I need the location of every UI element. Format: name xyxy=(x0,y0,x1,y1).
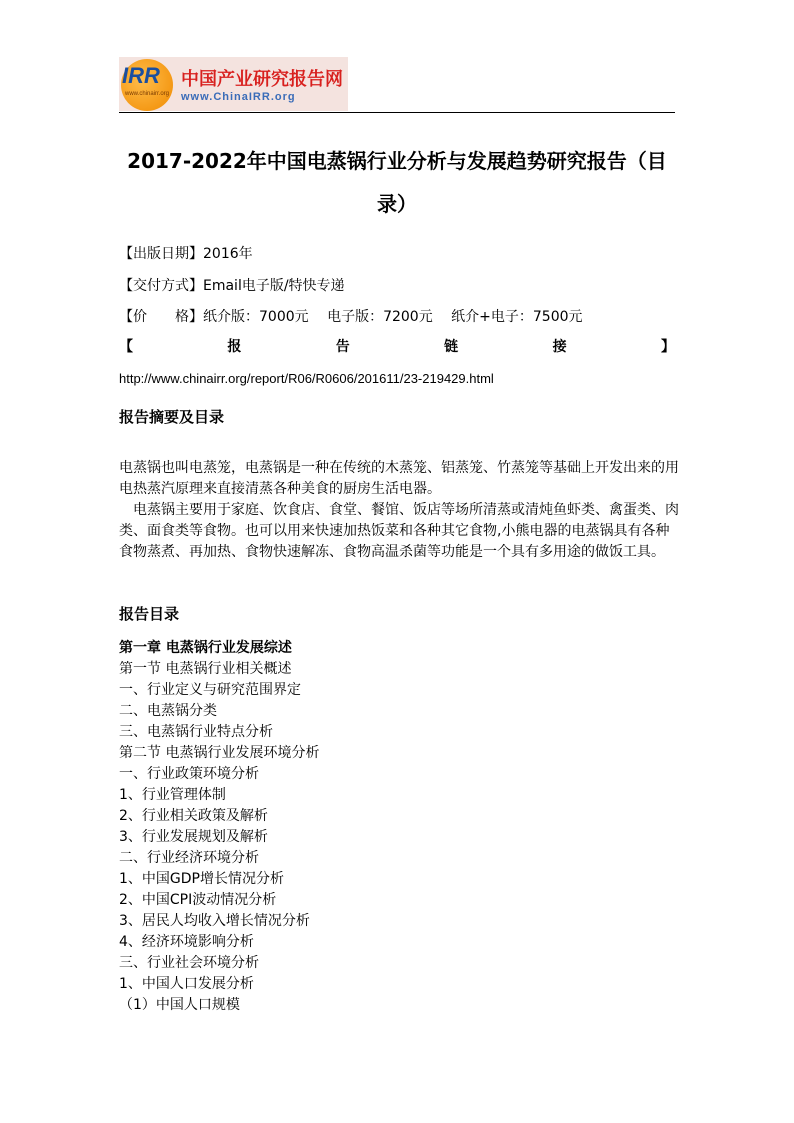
toc-item: 二、行业经济环境分析 xyxy=(119,850,259,866)
logo-site-name: 中国产业研究报告网 xyxy=(181,69,343,90)
logo-url: www.ChinaIRR.org xyxy=(181,91,296,103)
publish-date: 【出版日期】2016年 xyxy=(119,246,253,262)
summary-paragraph: 电蒸锅也叫电蒸笼，电蒸锅是一种在传统的木蒸笼、铝蒸笼、竹蒸笼等基础上开发出来的用电热蒸汽原理来直接清蒸各种美食的厨房生活电器。 xyxy=(119,460,679,497)
summary-paragraph: 电蒸锅主要用于家庭、饮食店、食堂、餐馆、饭店等场所清蒸或清炖鱼虾类、禽蛋类、肉类、面食类等食物。也可以用来快速加热饭菜和各种其它食物,小熊电器的电蒸锅具有各种食物蒸煮、再加热、食物快速解冻、食物高温杀菌等功能是一个具有多用途的做饭工具。 xyxy=(119,502,679,560)
toc-item: 一、行业政策环境分析 xyxy=(119,766,259,782)
link-label-char: 接 xyxy=(552,339,567,355)
document-title: 2017-2022年中国电蒸锅行业分析与发展趋势研究报告（目录） xyxy=(127,149,667,216)
toc-item: 三、电蒸锅行业特点分析 xyxy=(119,724,273,740)
link-label-char: 】 xyxy=(660,339,675,355)
toc-chapter: 第一章 电蒸锅行业发展综述 xyxy=(119,640,292,656)
link-label-char: 【 xyxy=(119,339,133,355)
toc-item: 3、居民人均收入增长情况分析 xyxy=(119,913,310,929)
toc-item: 2、行业相关政策及解析 xyxy=(119,808,268,824)
toc-item: 1、行业管理体制 xyxy=(119,787,226,803)
toc-item: 一、行业定义与研究范围界定 xyxy=(119,682,301,698)
logo-sub: www.chinairr.org xyxy=(125,91,170,97)
site-logo xyxy=(119,57,348,111)
toc-item: （1）中国人口规模 xyxy=(119,997,240,1013)
report-url[interactable]: http://www.chinairr.org/report/R06/R0606/201611/23-219429.html xyxy=(119,371,494,386)
report-link-label xyxy=(119,336,675,356)
table-of-contents xyxy=(119,638,319,1016)
link-label-char: 报 xyxy=(227,339,242,355)
toc-item: 2、中国CPI波动情况分析 xyxy=(119,892,277,908)
link-label-char: 链 xyxy=(444,339,459,355)
summary-heading: 报告摘要及目录 xyxy=(119,408,225,426)
logo-abbr: IRR xyxy=(122,63,160,88)
toc-heading: 报告目录 xyxy=(119,605,180,623)
toc-item: 三、行业社会环境分析 xyxy=(119,955,259,971)
toc-item: 3、行业发展规划及解析 xyxy=(119,829,268,845)
price-info: 【价 格】纸介版：7000元 电子版：7200元 纸介+电子：7500元 xyxy=(119,309,583,325)
toc-item: 4、经济环境影响分析 xyxy=(119,934,254,950)
toc-item: 第二节 电蒸锅行业发展环境分析 xyxy=(119,745,320,761)
toc-item: 1、中国人口发展分析 xyxy=(119,976,254,992)
toc-item: 二、电蒸锅分类 xyxy=(119,703,217,719)
delivery-method: 【交付方式】Email电子版/特快专递 xyxy=(119,278,345,294)
toc-item: 第一节 电蒸锅行业相关概述 xyxy=(119,661,292,677)
link-label-char: 告 xyxy=(335,339,350,355)
toc-item: 1、中国GDP增长情况分析 xyxy=(119,871,284,887)
header-divider xyxy=(119,112,675,113)
